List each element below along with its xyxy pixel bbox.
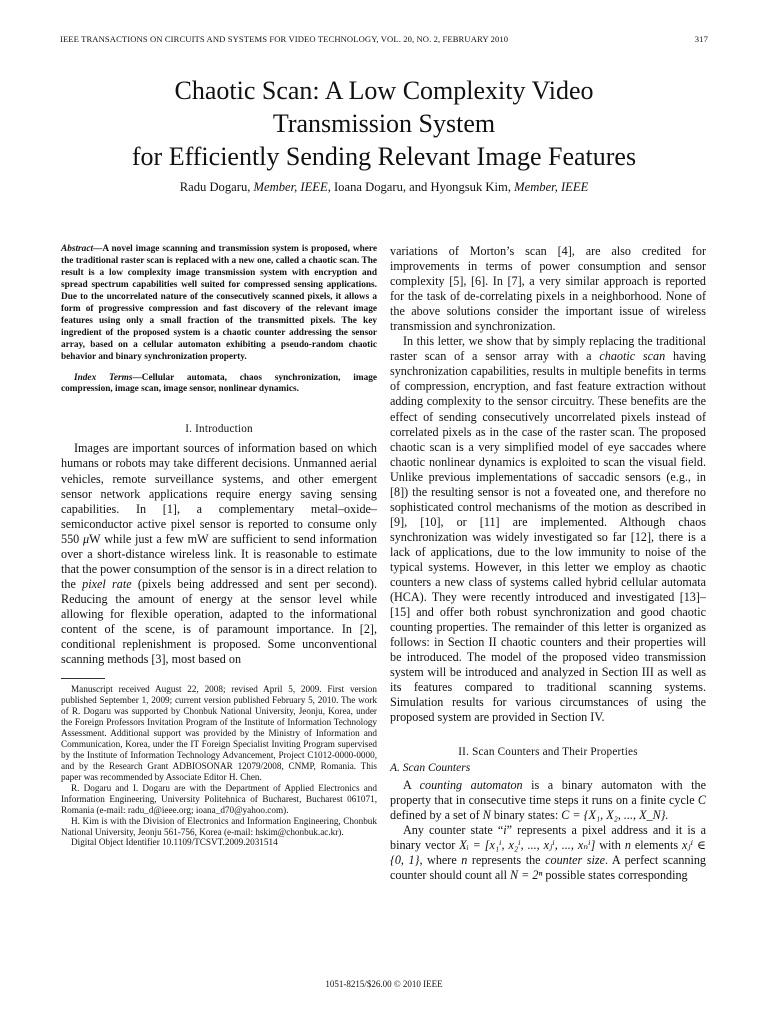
footnote-affiliation-1: R. Dogaru and I. Dogaru are with the Department of Applied Electronics and Information Engineering, University Politehnica of Bucharest, Bucharest 061071, Romania (e-mail: radu_d@ieee.org; ioana_d70@yahoo.com). bbox=[61, 782, 377, 815]
author-list bbox=[40, 180, 728, 195]
p2-text-a: In this letter, we show that by simply replacing the traditional raster scan of a sensor array with a bbox=[390, 334, 706, 364]
p4-text-h: possible states corresponding bbox=[542, 867, 688, 882]
var-c: C bbox=[697, 792, 706, 807]
paper-title bbox=[40, 74, 728, 173]
mu-symbol: μ bbox=[83, 531, 90, 546]
p4-text-e: , where bbox=[419, 852, 462, 867]
author-1-membership: Member, IEEE bbox=[253, 180, 328, 194]
abstract-label: Abstract bbox=[61, 244, 94, 254]
p4-text-a: Any counter state “ bbox=[403, 822, 504, 837]
index-terms bbox=[61, 373, 377, 397]
intro-text-b: W while just a few mW are sufficient to send information over a short-distance wireless link. It is reasonable to estimate that the power consumption of the sensor is in a direct relation to the bbox=[61, 531, 377, 591]
element-formula: xⱼⁱ ∈ {0, 1} bbox=[390, 837, 707, 867]
section-2-heading: II. Scan Counters and Their Properties bbox=[458, 745, 638, 758]
p3-text-d: binary states: bbox=[490, 807, 562, 822]
copyright-footer: 1051-8215/$26.00 © 2010 IEEE bbox=[325, 979, 443, 989]
right-paragraph-1: variations of Morton’s scan [4], are also credited for improvements in terms of power consumption and sensor complexity [5], [6]. In [7], a very similar approach is reported for the task of de-correlating pixels in a neighborhood. None of the above solutions consider the important issue of wireless transmission and synchronization. bbox=[390, 244, 706, 334]
journal-name: IEEE TRANSACTIONS ON CIRCUITS AND SYSTEMS FOR VIDEO TECHNOLOGY, VOL. 20, NO. 2, FEBRUARY 2010 bbox=[60, 34, 509, 44]
author-2-3: , Ioana Dogaru, and Hyongsuk Kim, bbox=[327, 180, 515, 194]
right-paragraph-4 bbox=[390, 823, 706, 883]
footnote-affiliation-2: H. Kim is with the Division of Electronics and Information Engineering, Chonbuk National University, Jeonju 561-756, Korea (e-mail: hskim@chonbuk.ac.kr). bbox=[61, 815, 377, 837]
footnote-rule bbox=[61, 678, 105, 679]
p4-text-g: . A perfect scanning counter should count all bbox=[390, 852, 706, 882]
var-n-upper: N bbox=[482, 807, 491, 822]
right-paragraph-3 bbox=[390, 778, 706, 823]
index-terms-label: Index Terms bbox=[74, 372, 133, 383]
section-1-heading: I. Introduction bbox=[185, 423, 253, 436]
var-n-lower-2: n bbox=[461, 852, 468, 867]
abstract bbox=[61, 244, 377, 364]
var-i: i bbox=[503, 822, 507, 837]
p4-text-b: ” represents a pixel address and it is a binary vector bbox=[390, 822, 706, 852]
right-paragraph-2 bbox=[390, 334, 706, 725]
var-n-lower: n bbox=[624, 837, 631, 852]
state-count-formula: N = 2ⁿ bbox=[510, 867, 543, 882]
intro-text-a: Images are important sources of information based on which humans or robots may take different decisions. Unmanned aerial vehicles, remote surveillance systems, and other emergent sensor network applications require energy saving sensing capabilities. In [1], a complementary metal–oxide–semiconductor active pixel sensor is reported to consume only 550 bbox=[61, 441, 377, 546]
pixel-rate-term: pixel rate bbox=[82, 576, 132, 591]
p4-text-d: elements bbox=[630, 837, 683, 852]
right-column bbox=[390, 244, 706, 883]
chaotic-scan-term: chaotic scan bbox=[599, 349, 666, 364]
counting-automaton-term: counting automaton bbox=[419, 777, 523, 792]
p4-text-f: represents the bbox=[467, 852, 546, 867]
page-number: 317 bbox=[694, 34, 708, 44]
cycle-set-formula: C = {X₁, X₂, ..., X_N}. bbox=[561, 807, 669, 822]
title-line-2: Transmission System bbox=[272, 109, 496, 138]
index-terms-text: —Cellular automata, chaos synchronization, image compression, image scan, image sensor, nonlinear dynamics. bbox=[61, 372, 377, 395]
p4-text-c: with bbox=[595, 837, 625, 852]
footnote-doi: Digital Object Identifier 10.1109/TCSVT.2009.2031514 bbox=[71, 837, 278, 848]
intro-text-c: (pixels being addressed and sent per second). Reducing the amount of energy at the sensor level while allowing for flexible operation, adapted to the informational content of the scene, is of paramount importance. In [2], conditional replenishment is proposed. Some unconventional scanning methods [3], most based on bbox=[61, 576, 378, 667]
title-line-3: for Efficiently Sending Relevant Image Features bbox=[131, 142, 637, 171]
p3-text-c: defined by a set of bbox=[390, 807, 483, 822]
author-1: Radu Dogaru, bbox=[179, 180, 254, 194]
running-header bbox=[60, 34, 708, 48]
abstract-text: —A novel image scanning and transmission system is proposed, where the traditional raster scan is replaced with a new one, called a chaotic scan. The result is a low complexity image transmission system with encryption and spread spectrum capabilities well suited for compressed sensing applications. Due to the uncorrelated nature of the consecutively scanned pixels, it allows a form of progressive compression and fast discovery of the relevant image features using only a small fraction of the transmitted pixels. The key ingredient of the proposed system is a chaotic counter addressing the sensor array, based on a cellular automaton exhibiting a pseudo-random chaotic behavior and binary synchronization property. bbox=[61, 244, 377, 362]
p3-text-b: is a binary automaton with the property that in consecutive time steps it runs on a finite cycle bbox=[390, 777, 706, 807]
p3-text-a: A bbox=[403, 777, 420, 792]
left-column bbox=[61, 244, 377, 848]
intro-paragraph bbox=[61, 441, 377, 667]
subsection-a-heading: A. Scan Counters bbox=[390, 761, 471, 774]
title-line-1: Chaotic Scan: A Low Complexity Video bbox=[174, 76, 594, 105]
counter-size-term: counter size bbox=[545, 852, 605, 867]
p2-text-b: having synchronization capabilities, results in multiple benefits in terms of compression, encryption, and fast feature extraction without adding complexity to the sensor circuitry. These benefits are the effect of sending consecutively uncorrelated pixels instead of correlated pixels as in the case of the raster scan. The proposed chaotic scan is a very simplified model of eye saccades where chaotic nonlinear dynamics is exploited to scan the visual field. Unlike previous implementations of saccadic sensors (e.g., in [8]) the resulting sensor is not a foveated one, and therefore no sophisticated control mechanisms of the motion as described in [9], [10], or [11] are implemented. Although chaos synchronization was widely investigated so far [12], there is a lack of applications, due to the low immunity to noise of the typical systems. However, in this letter we employ as chaotic counters a new class of systems called hybrid cellular automata (HCA). They were recently introduced and investigated [13]–[15] and offer both robust synchronization and good chaotic counting properties. The remainder of this letter is organized as follows: in Section II chaotic counters and their properties will be introduced. The model of the proposed video transmission system will be introduced and analyzed in Section III as well as its features compared to traditional scanning systems. Simulation results for various circumstances of using the proposed system are provided in Section IV. bbox=[390, 349, 706, 725]
footnote-manuscript: Manuscript received August 22, 2008; revised April 5, 2009. First version published September 1, 2009; current version published February 5, 2010. The work of R. Dogaru was supported by Chonbuk National University, Jeonju, Korea, under the Foreign Professors Invitation Program of the Institute of Information Technology Assessment. Additional support was provided by the Ministry of Information and Communication, Korea, under the IT Foreign Specialist Inviting Program supervised by the Institute of Information Technology Advancement, Project C1012-0000-0000, and by the Research Grant ADBIOSONAR 12079/2008, CNMP, Romania. This paper was recommended by Associate Editor H. Chen. bbox=[61, 684, 377, 782]
state-vector-formula: Xᵢ = [x₁ⁱ, x₂ⁱ, ..., xⱼⁱ, ..., xₙⁱ] bbox=[459, 837, 596, 852]
author-3-membership: Member, IEEE bbox=[514, 180, 589, 194]
